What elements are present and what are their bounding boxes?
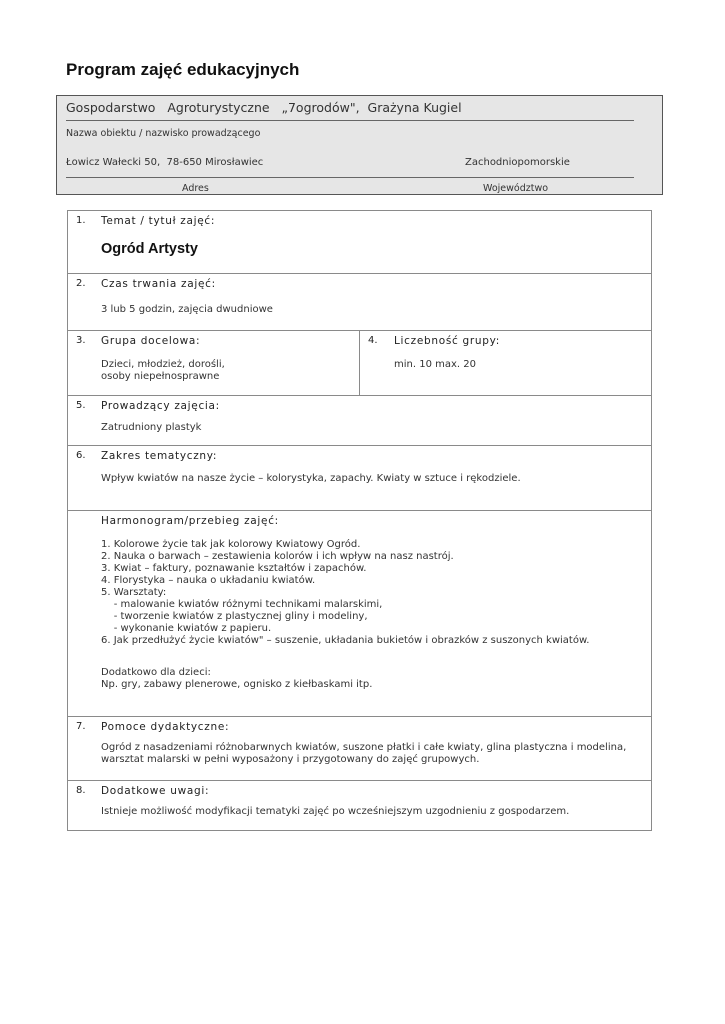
section-value: Dodatkowo dla dzieci: [101,667,211,678]
list-item: - tworzenie kwiatów z plastycznej gliny i modeliny, [101,611,368,622]
section-teaching-aids [68,716,651,780]
schedule-list [101,539,589,647]
section-duration [68,273,651,330]
section-number: 1. [76,215,86,226]
section-scope [68,445,651,510]
list-item: 6. Jak przedłużyć życie kwiatów" – suszenie, układania bukietów i obrazków z suszonych kwiatów. [101,635,590,646]
object-name: Gospodarstwo Agroturystyczne „7ogrodów", Grażyna Kugiel [66,100,462,115]
section-label: Czas trwania zajęć: [101,278,216,290]
page-title: Program zajęć edukacyjnych [66,60,300,79]
section-value: 3 lub 5 godzin, zajęcia dwudniowe [101,304,273,315]
section-number: 7. [76,721,86,732]
section-value: warsztat malarski w pełni wyposażony i przygotowany do zajęć grupowych. [101,754,480,765]
section-topic [68,211,651,273]
list-item: 1. Kolorowe życie tak jak kolorowy Kwiatowy Ogród. [101,539,361,550]
divider [66,177,634,178]
section-group [68,330,651,395]
section-number: 5. [76,400,86,411]
section-number: 2. [76,278,86,289]
section-value: Wpływ kwiatów na nasze życie – kolorystyka, zapachy. Kwiaty w sztuce i rękodziele. [101,473,521,484]
topic-title: Ogród Artysty [101,241,198,257]
section-label: Zakres tematyczny: [101,450,218,462]
section-value: Np. gry, zabawy plenerowe, ognisko z kiełbaskami itp. [101,679,373,690]
section-number: 4. [368,335,378,346]
section-label: Temat / tytuł zajęć: [101,215,216,227]
address-caption: Adres [182,183,209,194]
list-item: 5. Warsztaty: [101,587,167,598]
section-number: 8. [76,785,86,796]
header-box [56,95,663,195]
list-item: 4. Florystyka – nauka o układaniu kwiatów. [101,575,316,586]
address-value: Łowicz Wałecki 50, 78-650 Mirosławiec [66,157,264,168]
section-number: 6. [76,450,86,461]
section-label: Prowadzący zajęcia: [101,400,220,412]
object-caption: Nazwa obiektu / nazwisko prowadzącego [66,128,261,139]
column-divider [359,331,360,395]
section-label: Pomoce dydaktyczne: [101,721,230,733]
section-value: Dzieci, młodzież, dorośli, [101,359,225,370]
section-value: Ogród z nasadzeniami różnobarwnych kwiatów, suszone płatki i całe kwiaty, glina plastyczna i modelina, [101,742,627,753]
section-notes [68,780,651,830]
section-label: Liczebność grupy: [394,335,501,347]
section-schedule [68,510,651,716]
list-item: 3. Kwiat – faktury, poznawanie kształtów i zapachów. [101,563,367,574]
voivodeship-caption: Województwo [483,183,549,194]
section-value: osoby niepełnosprawne [101,371,220,382]
divider [66,120,634,121]
section-label: Grupa docelowa: [101,335,201,347]
section-value: min. 10 max. 20 [394,359,476,370]
list-item: - malowanie kwiatów różnymi technikami malarskimi, [101,599,383,610]
section-instructor [68,395,651,445]
voivodeship-value: Zachodniopomorskie [465,157,570,168]
section-value: Zatrudniony plastyk [101,422,202,433]
program-table [67,210,652,831]
section-number: 3. [76,335,86,346]
section-value: Istnieje możliwość modyfikacji tematyki zajęć po wcześniejszym uzgodnieniu z gospodarzem. [101,806,570,817]
section-label: Harmonogram/przebieg zajęć: [101,515,279,527]
list-item: - wykonanie kwiatów z papieru. [101,623,272,634]
section-label: Dodatkowe uwagi: [101,785,210,797]
list-item: 2. Nauka o barwach – zestawienia kolorów i ich wpływ na nasz nastrój. [101,551,454,562]
